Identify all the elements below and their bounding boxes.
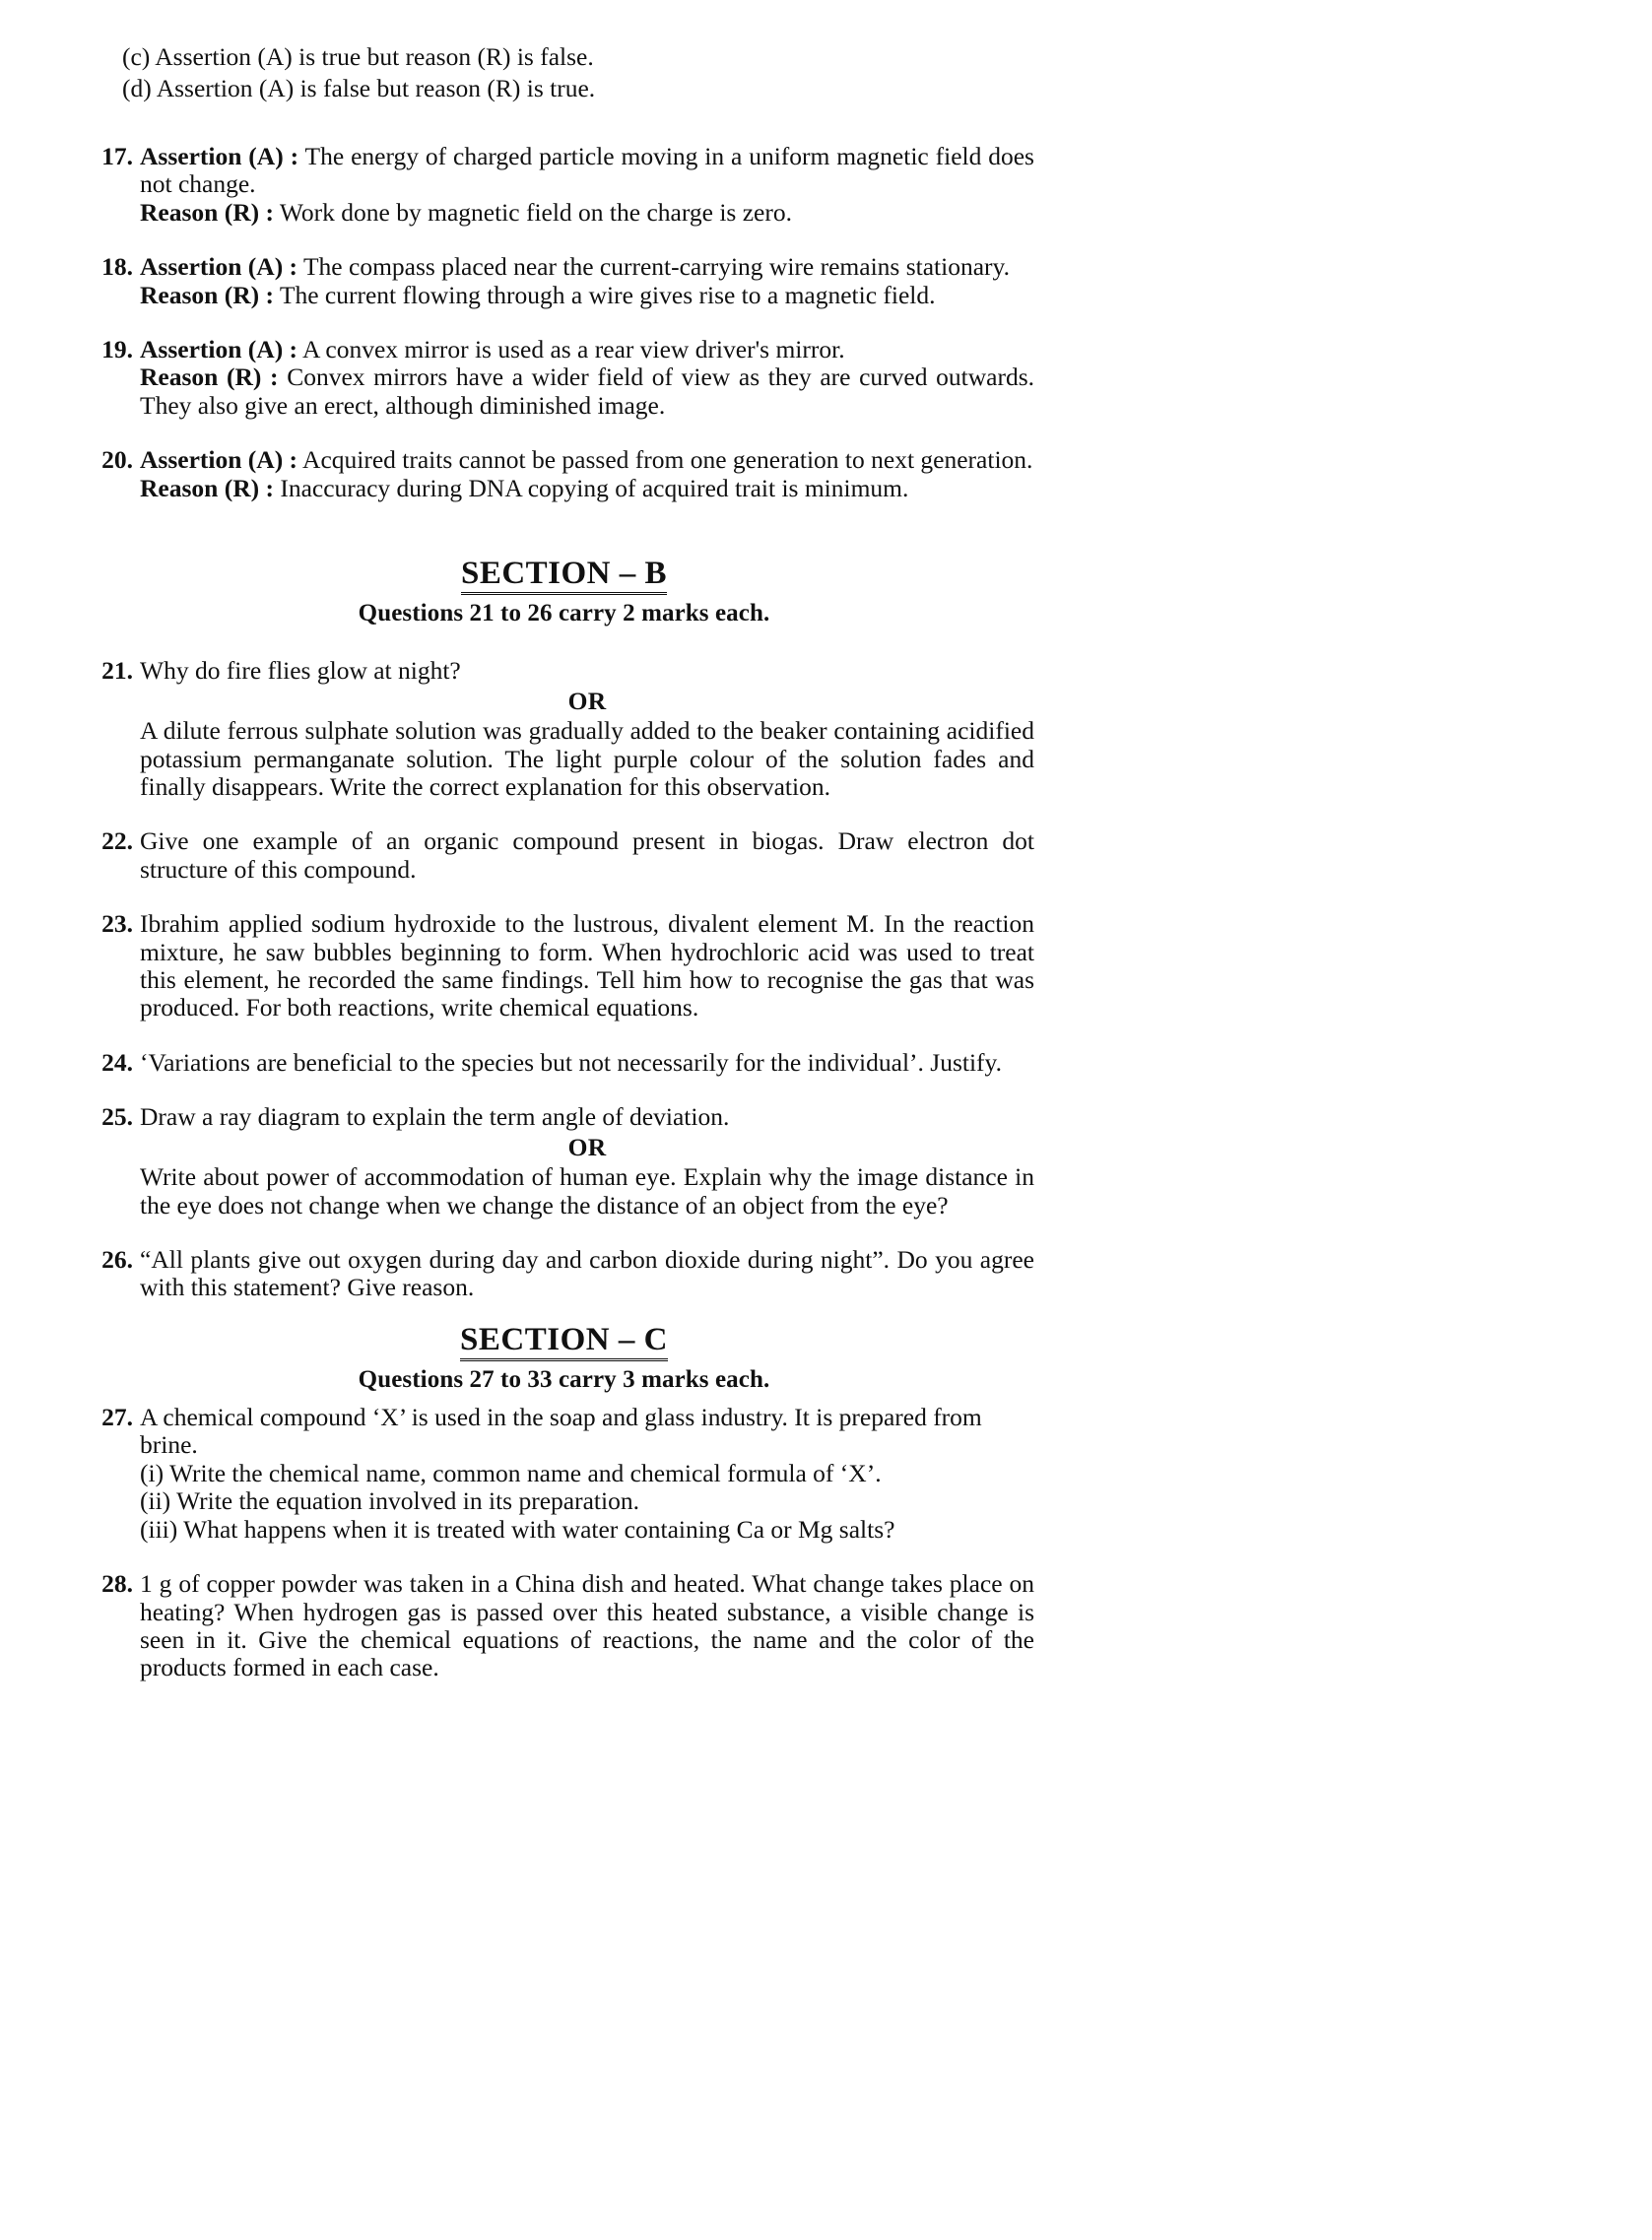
question-text: Why do fire flies glow at night? (140, 656, 461, 686)
assertion-label: Assertion (A) : (140, 445, 298, 475)
question-body (140, 1570, 1034, 1682)
assertion-label: Assertion (A) : (140, 334, 298, 363)
question-subitem-i: (i) Write the chemical name, common name and chemical formula of ‘X’. (140, 1458, 882, 1487)
question-number: 21. (101, 656, 133, 686)
section-b-heading (94, 556, 1034, 627)
question-body (140, 1103, 1034, 1219)
question-subitem-iii: (iii) What happens when it is treated with water containing Ca or Mg salts? (140, 1514, 895, 1544)
question-24 (94, 1049, 1034, 1077)
option-d: (d) Assertion (A) is false but reason (R) is true. (122, 74, 596, 103)
section-c-title: SECTION – C (460, 1322, 668, 1361)
question-23 (94, 910, 1034, 1022)
or-divider: OR (567, 686, 607, 715)
question-26 (94, 1246, 1034, 1302)
question-body (140, 910, 1034, 1022)
section-b-subtitle: Questions 21 to 26 carry 2 marks each. (358, 600, 770, 627)
question-21 (94, 657, 1034, 801)
reason-line (140, 282, 1034, 309)
question-27 (94, 1404, 1034, 1544)
assertion-text: The compass placed near the current-carrying wire remains stationary. (302, 252, 1010, 282)
assertion-line (140, 336, 1034, 363)
assertion-text: The energy of charged particle moving in a uniform magnetic field does not change. (140, 141, 1034, 199)
question-body (140, 143, 1034, 227)
question-number: 20. (101, 445, 133, 475)
question-22 (94, 827, 1034, 884)
question-subitem-ii: (ii) Write the equation involved in its preparation. (140, 1486, 639, 1516)
assertion-line (140, 446, 1034, 474)
question-18 (94, 253, 1034, 309)
question-body (140, 253, 1034, 309)
assertion-text: A convex mirror is used as a rear view driver's mirror. (302, 334, 845, 363)
assertion-label: Assertion (A) : (140, 252, 298, 282)
question-19 (94, 336, 1034, 420)
question-body (140, 657, 1034, 801)
assertion-text: Acquired traits cannot be passed from one generation to next generation. (302, 445, 1033, 475)
reason-text: Convex mirrors have a wider field of view as they are curved outwards. They also give an erect, although diminished image. (140, 362, 1034, 420)
question-number: 27. (101, 1403, 133, 1431)
question-body (140, 446, 1034, 502)
question-number: 18. (101, 252, 133, 282)
question-text: Ibrahim applied sodium hydroxide to the lustrous, divalent element M. In the reaction mixture, he saw bubbles beginning to form. When hydrochloric acid was used to treat this element, he recorded the same findings. Tell him how to recognise the gas that was produced. For both reactions, write chemical equations. (140, 909, 1034, 1022)
question-number: 28. (101, 1569, 133, 1599)
reason-line (140, 475, 1034, 502)
reason-label: Reason (R) : (140, 280, 274, 309)
page-content (94, 43, 1034, 1682)
reason-line (140, 199, 1034, 227)
question-body (140, 336, 1034, 420)
assertion-label: Assertion (A) : (140, 141, 299, 170)
section-c-subtitle: Questions 27 to 33 carry 3 marks each. (358, 1366, 770, 1394)
question-17 (94, 143, 1034, 227)
section-b-title: SECTION – B (461, 556, 667, 595)
question-body (140, 827, 1034, 884)
assertion-line (140, 143, 1034, 199)
question-number: 19. (101, 334, 133, 363)
question-number: 23. (101, 909, 133, 939)
question-20 (94, 446, 1034, 502)
question-body (140, 1049, 1034, 1077)
assertion-line (140, 253, 1034, 281)
question-text: Give one example of an organic compound present in biogas. Draw electron dot structure of this compound. (140, 826, 1034, 884)
question-body (140, 1404, 1034, 1544)
question-body (140, 1246, 1034, 1302)
question-text: “All plants give out oxygen during day and carbon dioxide during night”. Do you agree with this statement? Give reason. (140, 1244, 1034, 1302)
reason-label: Reason (R) : (140, 473, 274, 502)
question-number: 26. (101, 1244, 133, 1274)
section-c-heading (94, 1322, 1034, 1394)
question-28 (94, 1570, 1034, 1682)
question-text: A chemical compound ‘X’ is used in the soap and glass industry. It is prepared from brine. (140, 1403, 982, 1460)
option-c: (c) Assertion (A) is true but reason (R) is false. (122, 42, 594, 71)
question-number: 22. (101, 826, 133, 856)
reason-line (140, 363, 1034, 420)
question-number: 25. (101, 1102, 133, 1132)
question-25 (94, 1103, 1034, 1219)
reason-text: Inaccuracy during DNA copying of acquired trait is minimum. (280, 473, 909, 502)
question-number: 24. (101, 1047, 133, 1077)
question-text: 1 g of copper powder was taken in a China dish and heated. What change takes place on heating? When hydrogen gas is passed over this heated substance, a visible change is seen in it. Give the chemical equations of reactions, the name and the color of the products formed in each case. (140, 1569, 1034, 1682)
question-text: ‘Variations are beneficial to the species but not necessarily for the individual’. Justify. (140, 1047, 1002, 1077)
reason-label: Reason (R) : (140, 362, 279, 392)
question-text: Draw a ray diagram to explain the term angle of deviation. (140, 1102, 730, 1132)
reason-label: Reason (R) : (140, 197, 274, 227)
or-divider: OR (567, 1132, 607, 1161)
question-alternative: Write about power of accommodation of human eye. Explain why the image distance in the eye does not change when we change the distance of an object from the eye? (140, 1162, 1034, 1219)
question-number: 17. (101, 141, 133, 170)
reason-text: Work done by magnetic field on the charge is zero. (279, 197, 792, 227)
options-continued-group (94, 43, 1034, 103)
question-alternative: A dilute ferrous sulphate solution was gradually added to the beaker containing acidified potassium permanganate solution. The light purple colour of the solution fades and finally disappears. Write the correct explanation for this observation. (140, 716, 1034, 801)
reason-text: The current flowing through a wire gives rise to a magnetic field. (279, 280, 936, 309)
